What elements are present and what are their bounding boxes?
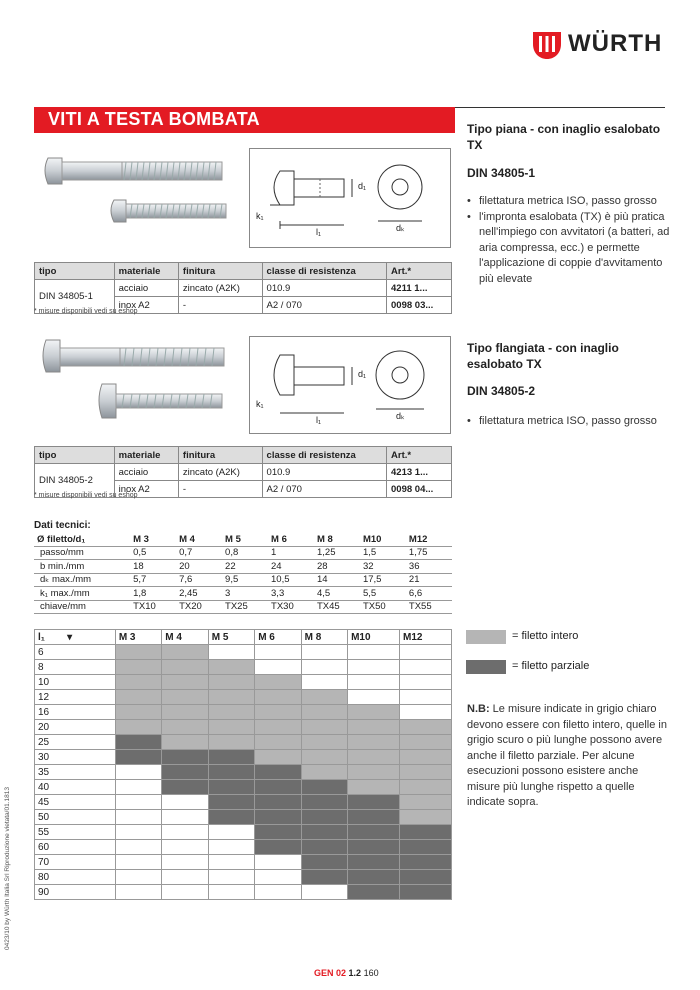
table-row <box>35 645 452 660</box>
list-item: • filettatura metrica ISO, passo grosso <box>465 194 675 210</box>
cell-partial-thread <box>301 870 347 885</box>
cell-empty <box>208 855 254 870</box>
product2-bullets <box>465 414 675 430</box>
cell-empty <box>400 705 452 720</box>
table-row <box>35 750 452 765</box>
cell-partial-thread <box>162 750 208 765</box>
product1-drawing <box>249 148 451 248</box>
col-header: classe di resistenza <box>262 263 386 280</box>
cell-empty <box>255 870 301 885</box>
table-cell: TX20 <box>176 600 222 614</box>
table-cell: M10 <box>348 630 400 645</box>
cell-empty <box>255 645 301 660</box>
product1-din: DIN 34805-1 <box>467 166 536 180</box>
screw-photo-icon <box>40 148 240 238</box>
cell-full-thread <box>255 720 301 735</box>
brand-name: WÜRTH <box>568 30 663 57</box>
length-label: 45 <box>35 795 116 810</box>
cell-partial-thread <box>400 825 452 840</box>
cell-full-thread <box>162 690 208 705</box>
table-cell: M 3 <box>130 533 176 546</box>
table-cell: M 8 <box>314 533 360 546</box>
cell-partial-thread <box>208 795 254 810</box>
cell-full-thread <box>348 780 400 795</box>
table-row <box>35 735 452 750</box>
length-label: 12 <box>35 690 116 705</box>
table-cell: M 5 <box>208 630 254 645</box>
table-cell: A2 / 070 <box>262 297 386 314</box>
cell-empty <box>348 645 400 660</box>
technical-drawing-icon <box>250 149 450 247</box>
cell-empty <box>162 810 208 825</box>
table-cell: M 4 <box>176 533 222 546</box>
page-footer <box>314 968 379 978</box>
cell-empty <box>162 870 208 885</box>
cell-partial-thread <box>162 780 208 795</box>
table-cell: 1,25 <box>314 546 360 560</box>
list-item: • filettatura metrica ISO, passo grosso <box>465 414 675 430</box>
table-cell: 4,5 <box>314 587 360 601</box>
cell-full-thread <box>400 780 452 795</box>
cell-empty <box>115 825 161 840</box>
length-label: 8 <box>35 660 116 675</box>
cell-full-thread <box>255 675 301 690</box>
corner-label: l₁ <box>38 631 45 643</box>
cell-full-thread <box>348 720 400 735</box>
table-cell: DIN 34805-2 <box>35 464 115 498</box>
table-cell: 20 <box>176 560 222 574</box>
product1-photo <box>40 148 240 238</box>
cell-empty <box>208 885 254 900</box>
cell-full-thread <box>301 750 347 765</box>
table-row <box>35 630 452 645</box>
tech-table <box>34 533 452 614</box>
cell-full-thread <box>115 690 161 705</box>
cell-full-thread <box>115 675 161 690</box>
length-label: 20 <box>35 720 116 735</box>
length-label: 30 <box>35 750 116 765</box>
cell-full-thread <box>208 690 254 705</box>
table-cell: passo/mm <box>34 546 130 560</box>
cell-empty <box>115 840 161 855</box>
product2-drawing <box>249 336 451 434</box>
table-cell: TX55 <box>406 600 452 614</box>
table-cell: TX45 <box>314 600 360 614</box>
table-cell: 4211 1... <box>387 280 452 297</box>
tech-title: Dati tecnici: <box>34 520 91 531</box>
cell-full-thread <box>208 705 254 720</box>
table-row <box>35 705 452 720</box>
cell-full-thread <box>162 660 208 675</box>
cell-empty <box>301 885 347 900</box>
table-cell: M12 <box>406 533 452 546</box>
technical-drawing-icon <box>250 337 450 433</box>
label-d1: d₁ <box>358 181 367 191</box>
side-credit: 0423/10 by Würth Italia Srl Riproduzione vietata/01.1813 <box>4 787 11 950</box>
table-cell: 0098 04... <box>387 481 452 498</box>
table-row <box>35 855 452 870</box>
table-cell: DIN 34805-1 <box>35 280 115 314</box>
cell-partial-thread <box>208 765 254 780</box>
table-row <box>35 870 452 885</box>
label-l1: l₁ <box>316 227 322 237</box>
table-cell: zincato (A2K) <box>178 280 262 297</box>
cell-empty <box>115 780 161 795</box>
legend-partial-swatch <box>466 660 506 674</box>
table-cell: 1,8 <box>130 587 176 601</box>
table-cell: 28 <box>314 560 360 574</box>
length-label: 40 <box>35 780 116 795</box>
col-header: materiale <box>114 447 178 464</box>
length-label: 10 <box>35 675 116 690</box>
cell-partial-thread <box>400 840 452 855</box>
table-cell: 18 <box>130 560 176 574</box>
table-cell: M 4 <box>162 630 208 645</box>
table-cell: 17,5 <box>360 573 406 587</box>
col-header: Art.* <box>387 263 452 280</box>
cell-empty <box>208 870 254 885</box>
product2-photo <box>40 336 240 426</box>
product2-table <box>34 446 452 498</box>
table-row <box>34 600 452 614</box>
table-cell: 5,5 <box>360 587 406 601</box>
legend-full-label: = filetto intero <box>512 630 579 642</box>
cell-partial-thread <box>301 855 347 870</box>
length-label: 55 <box>35 825 116 840</box>
table-row <box>34 573 452 587</box>
cell-partial-thread <box>400 870 452 885</box>
cell-partial-thread <box>348 810 400 825</box>
cell-partial-thread <box>400 885 452 900</box>
cell-partial-thread <box>208 750 254 765</box>
label-dk: dₖ <box>396 411 405 421</box>
table-cell: 22 <box>222 560 268 574</box>
table-cell: inox A2 <box>114 297 178 314</box>
table-cell: 14 <box>314 573 360 587</box>
cell-empty <box>162 855 208 870</box>
footer-chapter: 1.2 <box>348 968 362 978</box>
table-cell: 0,8 <box>222 546 268 560</box>
cell-empty <box>115 810 161 825</box>
cell-full-thread <box>301 720 347 735</box>
label-l1: l₁ <box>316 415 322 425</box>
length-label: 80 <box>35 870 116 885</box>
length-label: 6 <box>35 645 116 660</box>
cell-partial-thread <box>115 750 161 765</box>
col-header: Art.* <box>387 447 452 464</box>
table-cell: M10 <box>360 533 406 546</box>
table-cell <box>35 630 116 645</box>
cell-empty <box>115 855 161 870</box>
cell-full-thread <box>400 795 452 810</box>
table-cell: 010.9 <box>262 464 386 481</box>
cell-full-thread <box>348 705 400 720</box>
table-row <box>35 825 452 840</box>
table-cell: 2,45 <box>176 587 222 601</box>
table-cell: 9,5 <box>222 573 268 587</box>
cell-full-thread <box>255 705 301 720</box>
table-cell: TX30 <box>268 600 314 614</box>
col-header: classe di resistenza <box>262 447 386 464</box>
table-cell: M 6 <box>255 630 301 645</box>
length-label: 25 <box>35 735 116 750</box>
product1-bullets <box>465 194 675 287</box>
cell-empty <box>115 885 161 900</box>
cell-empty <box>400 645 452 660</box>
table-row <box>34 533 452 546</box>
table-cell: inox A2 <box>114 481 178 498</box>
table-row <box>35 840 452 855</box>
cell-full-thread <box>301 690 347 705</box>
table-row <box>34 587 452 601</box>
table-cell: 10,5 <box>268 573 314 587</box>
cell-full-thread <box>400 765 452 780</box>
cell-full-thread <box>348 765 400 780</box>
product2-din: DIN 34805-2 <box>467 384 536 398</box>
cell-full-thread <box>208 720 254 735</box>
table-row <box>35 795 452 810</box>
col-header: finitura <box>178 447 262 464</box>
cell-empty <box>301 675 347 690</box>
table-cell: - <box>178 297 262 314</box>
table-cell: chiave/mm <box>34 600 130 614</box>
cell-empty <box>115 870 161 885</box>
cell-full-thread <box>115 705 161 720</box>
table-cell: 010.9 <box>262 280 386 297</box>
table-row <box>35 675 452 690</box>
table-cell: 3,3 <box>268 587 314 601</box>
table-cell: 3 <box>222 587 268 601</box>
cell-full-thread <box>162 735 208 750</box>
label-d1: d₁ <box>358 369 367 379</box>
cell-empty <box>348 675 400 690</box>
table-cell: 0098 03... <box>387 297 452 314</box>
cell-partial-thread <box>115 735 161 750</box>
cell-partial-thread <box>301 795 347 810</box>
cell-full-thread <box>400 720 452 735</box>
col-header: tipo <box>35 263 115 280</box>
table-row <box>35 780 452 795</box>
table-cell: 4213 1... <box>387 464 452 481</box>
table-cell: acciaio <box>114 464 178 481</box>
table-cell: M12 <box>400 630 452 645</box>
legend-full-swatch <box>466 630 506 644</box>
wurth-logo-icon <box>532 30 562 60</box>
cell-full-thread <box>255 690 301 705</box>
cell-empty <box>400 675 452 690</box>
grid-body <box>35 645 452 900</box>
list-item: • l'impronta esalobata (TX) è più pratica nell'impiego con avvitatori (a batteri, ad aria compressa, ecc.) e permette l'applicazione di coppie d'avvitamento più elevate <box>465 210 675 288</box>
cell-empty <box>255 855 301 870</box>
cell-empty <box>400 690 452 705</box>
product2-note: * misure disponibili vedi su eshop <box>34 492 138 499</box>
cell-empty <box>162 885 208 900</box>
table-row <box>35 690 452 705</box>
length-label: 70 <box>35 855 116 870</box>
table-cell: TX10 <box>130 600 176 614</box>
thread-grid <box>34 629 452 900</box>
table-cell: A2 / 070 <box>262 481 386 498</box>
table-cell: b min./mm <box>34 560 130 574</box>
cell-partial-thread <box>255 795 301 810</box>
cell-partial-thread <box>301 825 347 840</box>
cell-partial-thread <box>348 840 400 855</box>
table-cell: M 5 <box>222 533 268 546</box>
cell-full-thread <box>162 720 208 735</box>
length-label: 35 <box>35 765 116 780</box>
cell-partial-thread <box>348 795 400 810</box>
cell-empty <box>208 825 254 840</box>
cell-partial-thread <box>208 780 254 795</box>
length-label: 50 <box>35 810 116 825</box>
cell-empty <box>115 765 161 780</box>
cell-full-thread <box>162 645 208 660</box>
cell-partial-thread <box>348 885 400 900</box>
cell-empty <box>115 795 161 810</box>
product2-heading: Tipo flangiata - con inaglio esalobato TX <box>467 341 619 371</box>
table-cell: Ø filetto/d₁ <box>34 533 130 546</box>
table-row <box>34 560 452 574</box>
cell-full-thread <box>400 750 452 765</box>
cell-empty <box>255 660 301 675</box>
table-cell: 1 <box>268 546 314 560</box>
col-header: finitura <box>178 263 262 280</box>
length-label: 60 <box>35 840 116 855</box>
table-cell: 32 <box>360 560 406 574</box>
table-cell: TX50 <box>360 600 406 614</box>
table-cell: TX25 <box>222 600 268 614</box>
table-cell: 7,6 <box>176 573 222 587</box>
table-cell: 24 <box>268 560 314 574</box>
table-cell: k₁ max./mm <box>34 587 130 601</box>
cell-partial-thread <box>301 810 347 825</box>
nb-note <box>467 702 672 811</box>
table-cell: 5,7 <box>130 573 176 587</box>
length-label: 90 <box>35 885 116 900</box>
cell-full-thread <box>255 735 301 750</box>
table-row <box>34 546 452 560</box>
cell-full-thread <box>162 675 208 690</box>
cell-full-thread <box>208 675 254 690</box>
table-cell: M 6 <box>268 533 314 546</box>
cell-empty <box>255 885 301 900</box>
arrow-down-icon: ▾ <box>67 631 73 643</box>
title-bar <box>34 107 455 133</box>
cell-full-thread <box>348 735 400 750</box>
cell-empty <box>208 645 254 660</box>
cell-full-thread <box>400 810 452 825</box>
table-cell: - <box>178 481 262 498</box>
cell-full-thread <box>400 735 452 750</box>
table-row <box>35 810 452 825</box>
table-cell: dₖ max./mm <box>34 573 130 587</box>
table-cell: 6,6 <box>406 587 452 601</box>
cell-partial-thread <box>255 780 301 795</box>
cell-empty <box>208 840 254 855</box>
table-row <box>35 660 452 675</box>
cell-partial-thread <box>162 765 208 780</box>
cell-full-thread <box>115 660 161 675</box>
table-row <box>35 885 452 900</box>
cell-full-thread <box>255 750 301 765</box>
table-cell: zincato (A2K) <box>178 464 262 481</box>
cell-partial-thread <box>301 780 347 795</box>
cell-empty <box>348 690 400 705</box>
cell-full-thread <box>301 765 347 780</box>
cell-full-thread <box>115 720 161 735</box>
cell-partial-thread <box>348 825 400 840</box>
label-k1: k₁ <box>256 211 264 221</box>
label-dk: dₖ <box>396 223 405 233</box>
legend-partial-label: = filetto parziale <box>512 660 590 672</box>
cell-partial-thread <box>255 765 301 780</box>
cell-full-thread <box>301 705 347 720</box>
cell-empty <box>162 840 208 855</box>
cell-full-thread <box>115 645 161 660</box>
tech-body <box>34 546 452 614</box>
cell-full-thread <box>348 750 400 765</box>
cell-partial-thread <box>255 810 301 825</box>
col-header: materiale <box>114 263 178 280</box>
cell-empty <box>301 645 347 660</box>
cell-full-thread <box>162 705 208 720</box>
cell-empty <box>301 660 347 675</box>
cell-partial-thread <box>255 825 301 840</box>
table-cell: 21 <box>406 573 452 587</box>
product1-note: * misure disponibili vedi su eshop <box>34 308 138 315</box>
cell-full-thread <box>301 735 347 750</box>
cell-partial-thread <box>348 870 400 885</box>
wurth-logo <box>532 24 672 64</box>
title-rule <box>455 107 665 108</box>
table-cell: 1,5 <box>360 546 406 560</box>
cell-partial-thread <box>301 840 347 855</box>
cell-empty <box>348 660 400 675</box>
table-row <box>35 765 452 780</box>
cell-full-thread <box>208 735 254 750</box>
product1-heading: Tipo piana - con inaglio esalobato TX <box>467 122 661 152</box>
table-cell: 36 <box>406 560 452 574</box>
table-cell: 0,7 <box>176 546 222 560</box>
cell-full-thread <box>208 660 254 675</box>
nb-text: Le misure indicate in grigio chiaro devono essere con filetto intero, quelle in grigio scuro o più lunghe possono avere anche il filetto parziale. Per alcune esecuzioni possono esistere anche misure più lunghe rispetto a quelle indicate sopra. <box>467 703 667 808</box>
table-row <box>35 720 452 735</box>
cell-partial-thread <box>208 810 254 825</box>
footer-page: 160 <box>363 968 379 978</box>
table-cell: M 3 <box>115 630 161 645</box>
table-cell: 0,5 <box>130 546 176 560</box>
cell-partial-thread <box>255 840 301 855</box>
table-cell: acciaio <box>114 280 178 297</box>
label-k1: k₁ <box>256 399 264 409</box>
screw-photo-icon <box>40 336 240 426</box>
product1-table <box>34 262 452 314</box>
cell-partial-thread <box>400 855 452 870</box>
table-cell: 1,75 <box>406 546 452 560</box>
cell-empty <box>162 825 208 840</box>
col-header: tipo <box>35 447 115 464</box>
cell-partial-thread <box>348 855 400 870</box>
nb-label: N.B: <box>467 703 490 715</box>
table-cell: M 8 <box>301 630 347 645</box>
page-title: VITI A TESTA BOMBATA <box>48 109 260 129</box>
cell-empty <box>400 660 452 675</box>
cell-empty <box>162 795 208 810</box>
length-label: 16 <box>35 705 116 720</box>
footer-section: GEN 02 <box>314 968 347 978</box>
